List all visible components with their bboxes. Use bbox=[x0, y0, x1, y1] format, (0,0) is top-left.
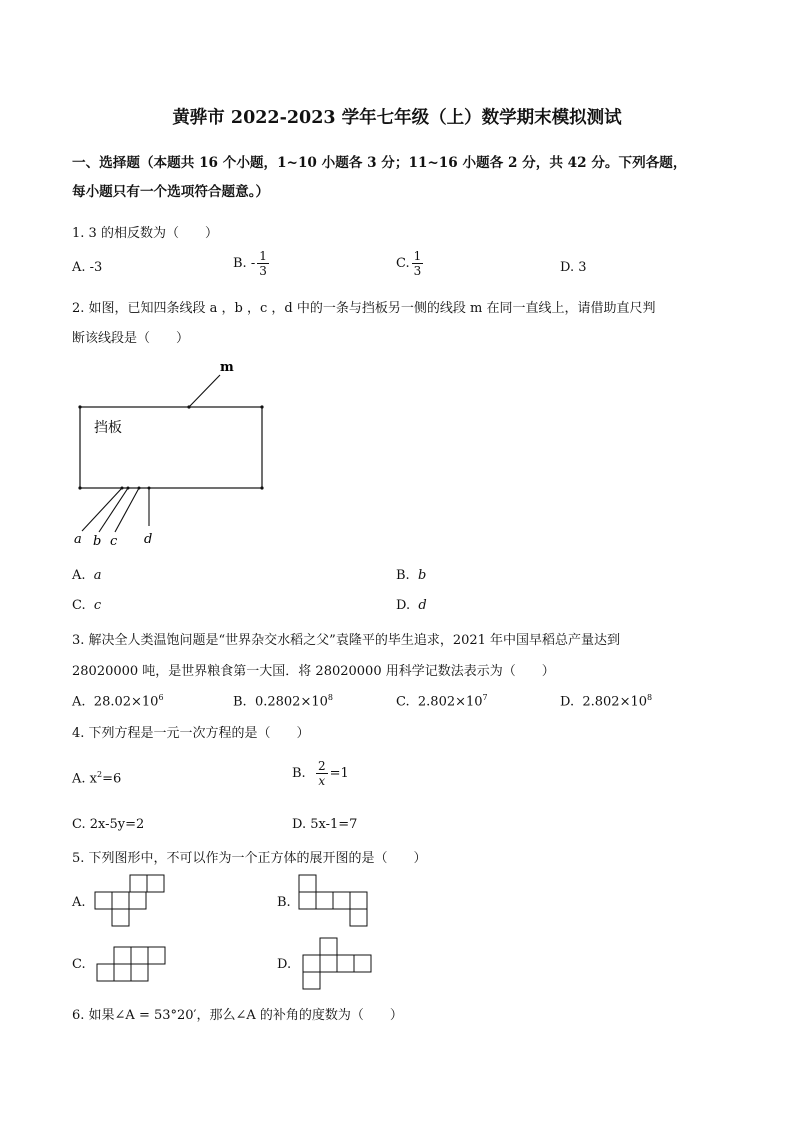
q2-option-a-var: a bbox=[93, 568, 102, 583]
segment-c-endpoint bbox=[138, 487, 141, 490]
q3-option-d-value: 2.802×10 bbox=[582, 694, 648, 710]
label-c: c bbox=[110, 534, 118, 549]
board-corner-dot bbox=[78, 486, 81, 489]
segment-b bbox=[99, 488, 128, 532]
segment-b-endpoint bbox=[127, 487, 130, 490]
q5-net-b bbox=[298, 874, 370, 930]
q2-option-d-var: d bbox=[418, 598, 427, 613]
q2-option-b-letter: B. bbox=[396, 568, 410, 583]
q3-option-c-value: 2.802×10 bbox=[417, 694, 483, 710]
q1-option-c-prefix: C. bbox=[396, 256, 410, 271]
q5-option-d-label: D. bbox=[277, 957, 292, 972]
q3-option-b-letter: B. bbox=[233, 694, 247, 710]
segment-m bbox=[189, 375, 220, 407]
q4-option-b bbox=[292, 760, 349, 787]
q5-option-b-label: B. bbox=[277, 895, 291, 910]
q5-net-a bbox=[94, 874, 166, 930]
q2-option-c bbox=[72, 598, 101, 613]
q2-option-d-letter: D. bbox=[396, 598, 411, 613]
label-d: d bbox=[144, 532, 153, 547]
q4-option-d: D. 5x-1=7 bbox=[292, 817, 358, 832]
q1-c-denominator: 3 bbox=[413, 264, 422, 278]
q4-option-a-tail: =6 bbox=[102, 771, 122, 787]
q3-option-a-exponent: 6 bbox=[158, 693, 164, 702]
q3-option-d bbox=[560, 693, 652, 709]
q5-option-a-label: A. bbox=[72, 895, 86, 910]
q1-option-b bbox=[233, 250, 271, 277]
q1-option-d: D. 3 bbox=[560, 260, 587, 275]
board-label: 挡板 bbox=[94, 420, 122, 436]
q5-net-d bbox=[302, 937, 378, 995]
q2-figure bbox=[60, 350, 290, 555]
board-corner-dot bbox=[260, 486, 263, 489]
board-corner-dot bbox=[260, 405, 263, 408]
q1-b-denominator: 3 bbox=[259, 264, 267, 278]
q4-option-b-prefix: B. bbox=[292, 766, 306, 781]
label-b: b bbox=[93, 534, 102, 549]
q3-option-a-value: 28.02×10 bbox=[93, 694, 159, 710]
q2-option-b bbox=[396, 568, 426, 583]
q2-option-b-var: b bbox=[417, 568, 427, 583]
q3-option-d-exponent: 8 bbox=[647, 693, 653, 702]
q3-stem-line1: 3. 解决全人类温饱问题是“世界杂交水稻之父”袁隆平的毕生追求，2021 年中国早稻总产量达到 bbox=[72, 633, 621, 648]
q5-option-c-label: C. bbox=[72, 957, 86, 972]
q1-option-c bbox=[396, 250, 425, 277]
q1-b-numerator: 1 bbox=[259, 249, 267, 263]
q3-option-c-exponent: 7 bbox=[482, 693, 488, 702]
q4-option-a-exponent: 2 bbox=[96, 770, 103, 779]
q3-stem-line2: 28020000 吨，是世界粮食第一大国．将 28020000 用科学记数法表示为（ ） bbox=[72, 664, 555, 679]
segment-c bbox=[115, 488, 139, 532]
q1-c-numerator: 1 bbox=[413, 249, 422, 263]
segment-m-endpoint bbox=[187, 405, 190, 408]
q6-stem: 6. 如果∠A = 53°20′，那么∠A 的补角的度数为（ ） bbox=[72, 1008, 403, 1023]
q4-option-b-tail: =1 bbox=[329, 766, 349, 781]
q2-option-c-var: c bbox=[93, 598, 102, 613]
q2-option-a-letter: A. bbox=[72, 568, 86, 583]
label-m: m bbox=[220, 360, 234, 375]
q4-option-a bbox=[72, 770, 121, 786]
q2-option-d bbox=[396, 598, 427, 613]
q4-b-denominator: x bbox=[318, 774, 326, 788]
q3-option-a-letter: A. bbox=[72, 694, 86, 710]
section-heading-line2: 每小题只有一个选项符合题意。） bbox=[72, 184, 270, 200]
q5-stem: 5. 下列图形中，不可以作为一个正方体的展开图的是（ ） bbox=[72, 851, 427, 866]
q5-net-c bbox=[96, 946, 168, 986]
q2-stem-line1: 2. 如图，已知四条线段 a ，b ，c ，d 中的一条与挡板另一侧的线段 m 在同一直线上，请借助直尺判 bbox=[72, 301, 656, 316]
section-heading-line1: 一、选择题（本题共 16 个小题，1~10 小题各 3 分；11~16 小题各 2 分，共 42 分。下列各题， bbox=[72, 155, 687, 171]
q1-option-c-fraction bbox=[412, 250, 424, 277]
q4-option-c: C. 2x-5y=2 bbox=[72, 817, 145, 832]
q2-stem-line2: 断该线段是（ ） bbox=[72, 331, 190, 346]
q3-option-b-value: 0.2802×10 bbox=[254, 694, 328, 710]
q3-option-b bbox=[233, 693, 333, 709]
q3-option-b-exponent: 8 bbox=[327, 693, 333, 702]
segment-a-endpoint bbox=[121, 487, 124, 490]
q4-option-a-base: A. x bbox=[72, 771, 97, 787]
q1-stem: 1. 3 的相反数为（ ） bbox=[72, 226, 218, 241]
q3-option-c bbox=[396, 693, 488, 709]
q2-option-a bbox=[72, 568, 102, 583]
q1-option-b-fraction bbox=[257, 250, 269, 277]
board-corner-dot bbox=[78, 405, 81, 408]
label-a: a bbox=[74, 532, 82, 547]
q2-option-c-letter: C. bbox=[72, 598, 86, 613]
q4-stem: 4. 下列方程是一元一次方程的是（ ） bbox=[72, 726, 310, 741]
q3-option-d-letter: D. bbox=[560, 694, 575, 710]
q4-option-b-fraction bbox=[316, 760, 328, 787]
q4-b-numerator: 2 bbox=[317, 759, 326, 773]
page-title: 黄骅市 2022-2023 学年七年级（上）数学期末模拟测试 bbox=[172, 108, 622, 128]
segment-d-endpoint bbox=[148, 487, 151, 490]
q3-option-c-letter: C. bbox=[396, 694, 410, 710]
q1-option-b-prefix: B. - bbox=[233, 256, 256, 271]
q3-option-a bbox=[72, 693, 164, 709]
q1-option-a: A. -3 bbox=[72, 260, 103, 275]
segment-a bbox=[82, 488, 122, 531]
